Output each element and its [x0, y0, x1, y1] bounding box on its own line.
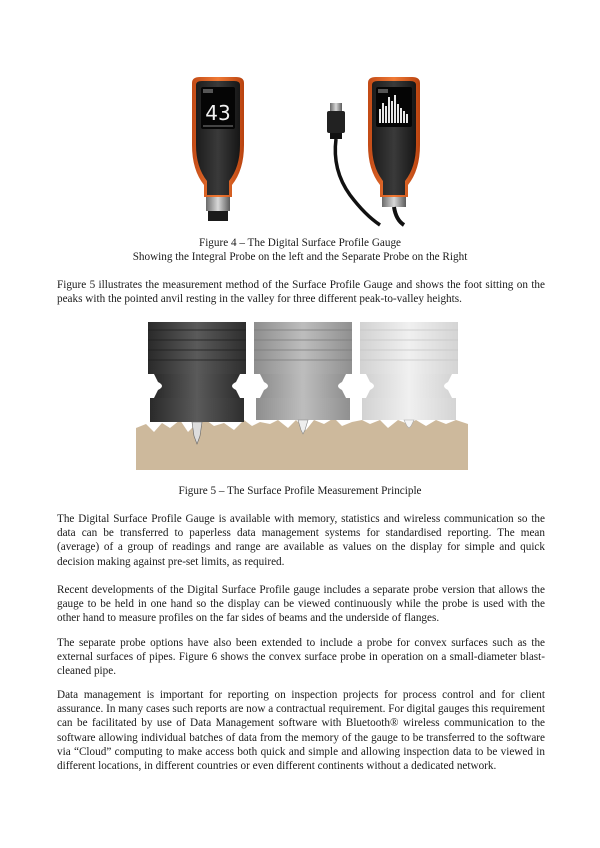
paragraph-4: Data management is important for reporting on inspection projects for process control and for client assurance. In many cases such reports are now a contractual requirement. For digital gauges this requirement can be facilitated by use of Data Management software with Bluetooth® wireless communication to the software allowing individual batches of data from the memory of the gauge to be transferred to the software via “Cloud” computing to make access both quick and simple and allowing inspection data to be viewed in different locations, in different countries or even different continents without a dedicated network.: [57, 689, 545, 773]
probe-mid: [254, 322, 352, 434]
paragraph-1: The Digital Surface Profile Gauge is available with memory, statistics and wireless communication so the data can be transferred to paperless data management systems for standardised reporting. The mean (average) of a group of readings and range are available as values on the display for simple and quick decision making against pre-set limits, as required.: [57, 513, 545, 568]
intro-paragraph: Figure 5 illustrates the measurement method of the Surface Profile Gauge and shows the foot sitting on the peaks with the pointed anvil resting in the valley for three different peak-to-valley heights.: [57, 279, 545, 306]
paragraph-2: Recent developments of the Digital Surface Profile gauge includes a separate probe version that allows the gauge to be held in one hand so the display can be viewed continuously while the probe is used with the other hand to measure profiles on the far sides of beams and the underside of flanges.: [57, 584, 545, 625]
figure-5-measurement-diagram: [136, 320, 468, 470]
figure-4-caption-line-2: Showing the Integral Probe on the left and the Separate Probe on the Right: [132, 251, 468, 263]
integral-probe-gauge: [192, 77, 244, 221]
figure-4-gauges-photo: [180, 75, 440, 230]
probe-light: [360, 322, 458, 428]
separate-probe-gauge: [327, 77, 420, 225]
figure-5-caption: Figure 5 – The Surface Profile Measurement Principle: [178, 485, 422, 497]
paragraph-3: The separate probe options have also been extended to include a probe for convex surfaces such as the external surfaces of pipes. Figure 6 shows the convex surface probe in operation on a small-diameter blast-cleaned pipe.: [57, 637, 545, 678]
gauge-display-value: 43: [205, 101, 231, 125]
figure-4-caption-line-1: Figure 4 – The Digital Surface Profile Gauge: [198, 237, 402, 249]
